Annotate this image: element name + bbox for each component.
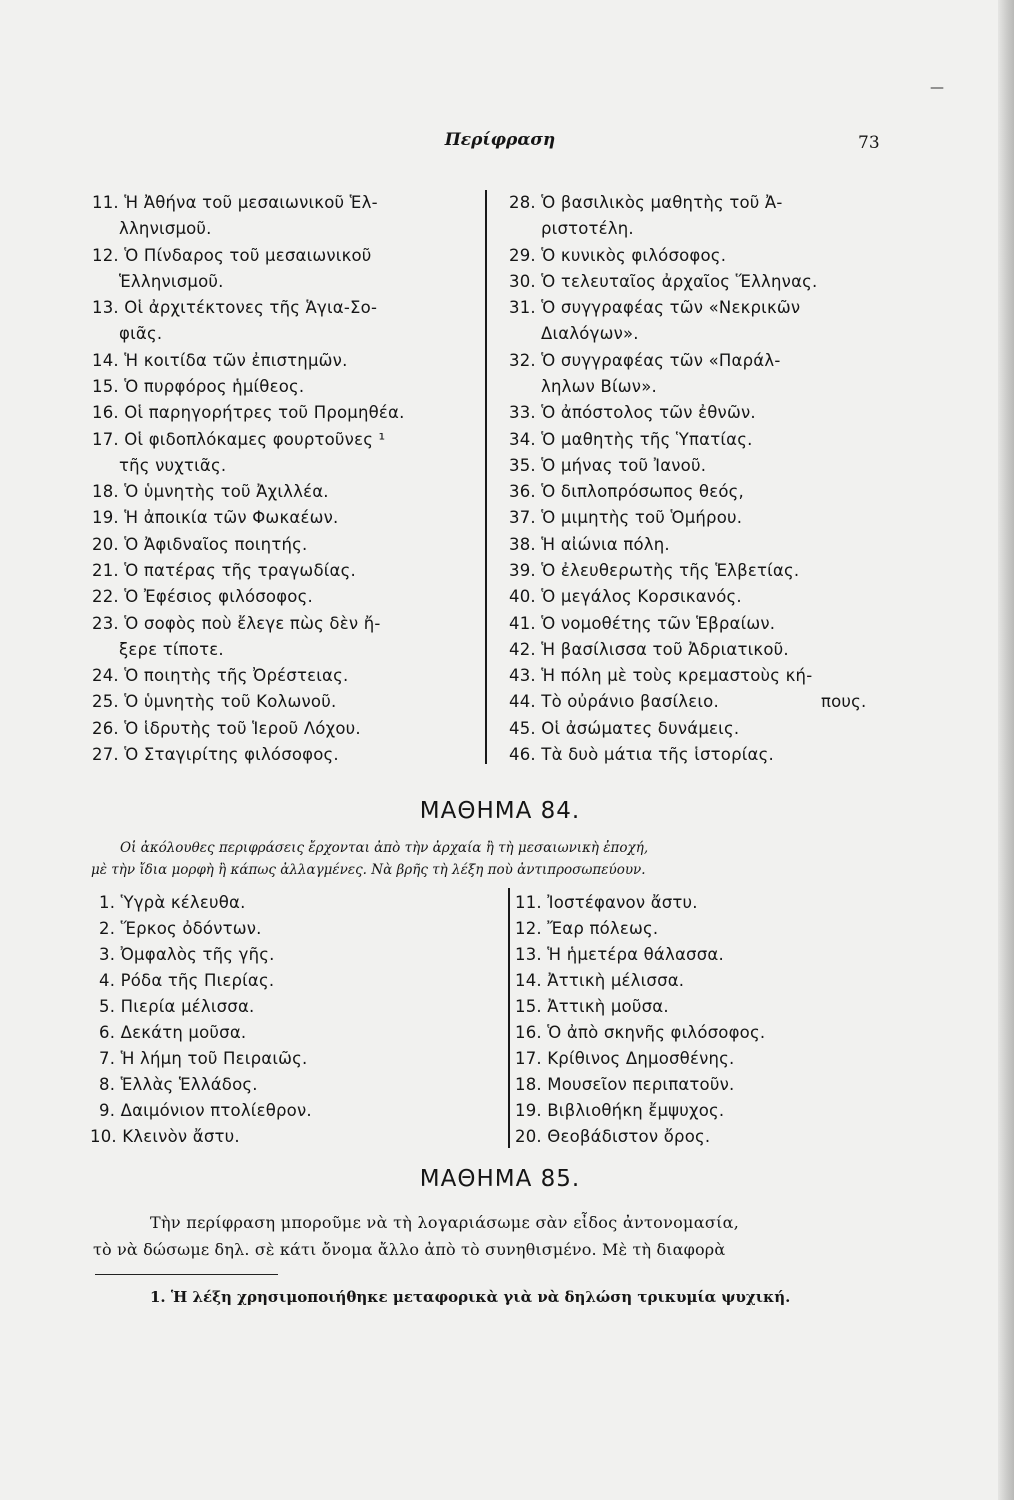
lesson-85-paragraph-line: Τὴν περίφραση μποροῦμε νὰ τὴ λογαριάσωμε σὰν εἶδος ἀντονομασία, [150, 1213, 740, 1232]
list-item: 19. Βιβλιοθήκη ἔμψυχος. [515, 1101, 725, 1120]
list-item: Ἑλληνισμοῦ. [119, 272, 224, 291]
list-item: 44. Τὸ οὐράνιο βασίλειο. [509, 692, 719, 711]
list-item: 14. Ἀττικὴ μέλισσα. [515, 971, 685, 990]
lesson-84-title: ΜΑΘΗΜΑ 84. [419, 798, 581, 824]
list-item: 13. Ἡ ἡμετέρα θάλασσα. [515, 945, 724, 964]
list-item: 35. Ὁ μήνας τοῦ Ἰανοῦ. [509, 456, 707, 475]
list-item: Διαλόγων». [541, 324, 639, 343]
list-item: 8. Ἑλλὰς Ἑλλάδος. [99, 1075, 258, 1094]
list-item: φιᾶς. [119, 324, 163, 343]
list-item: 41. Ὁ νομοθέτης τῶν Ἑβραίων. [509, 614, 776, 633]
list-item: 16. Ὁ ἀπὸ σκηνῆς φιλόσοφος. [515, 1023, 766, 1042]
list-item: 10. Κλεινὸν ἄστυ. [90, 1127, 240, 1146]
list-item: 9. Δαιμόνιον πτολίεθρον. [99, 1101, 312, 1120]
list-item: 26. Ὁ ἱδρυτὴς τοῦ Ἱεροῦ Λόχου. [92, 719, 361, 738]
list-item: λληνισμοῦ. [119, 219, 212, 238]
list-item: 46. Τὰ δυὸ μάτια τῆς ἱστορίας. [509, 745, 774, 764]
lesson-84-instruction: Οἱ ἀκόλουθες περιφράσεις ἔρχονται ἀπὸ τὴν ἀρχαία ἢ τὴ μεσαιωνικὴ ἐποχή, [120, 840, 649, 856]
list-item: τῆς νυχτιᾶς. [119, 456, 227, 475]
list-item: 33. Ὁ ἀπόστολος τῶν ἐθνῶν. [509, 403, 756, 422]
list-item: 20. Θεοβάδιστον ὄρος. [515, 1127, 711, 1146]
list-item: 13. Οἱ ἀρχιτέκτονες τῆς Ἁγια-Σο- [92, 298, 378, 317]
list-item: 12. Ὁ Πίνδαρος τοῦ μεσαιωνικοῦ [92, 246, 372, 265]
list-item: 38. Ἡ αἰώνια πόλη. [509, 535, 670, 554]
footnote-separator [95, 1274, 278, 1275]
list-item: ξερε τίποτε. [119, 640, 224, 659]
lesson-85-title: ΜΑΘΗΜΑ 85. [419, 1166, 581, 1192]
list-item: 24. Ὁ ποιητὴς τῆς Ὀρέστειας. [92, 666, 349, 685]
corner-mark: — [930, 80, 944, 96]
column-divider [485, 190, 487, 764]
list-item: 11. Ἡ Ἀθήνα τοῦ μεσαιωνικοῦ Ἑλ- [92, 193, 378, 212]
list-item: 6. Δεκάτη μοῦσα. [99, 1023, 247, 1042]
list-item: 15. Ἀττικὴ μοῦσα. [515, 997, 669, 1016]
list-item: 1. Ὑγρὰ κέλευθα. [99, 893, 246, 912]
running-header-title: Περίφραση [444, 130, 556, 150]
list-item: 37. Ὁ μιμητὴς τοῦ Ὁμήρου. [509, 508, 743, 527]
list-item: 29. Ὁ κυνικὸς φιλόσοφος. [509, 246, 727, 265]
list-item: ληλων Βίων». [541, 377, 657, 396]
footnote: 1. Ἡ λέξη χρησιμοποιήθηκε μεταφορικὰ γιὰ νὰ δηλώση τρικυμία ψυχική. [150, 1288, 791, 1306]
list-item: 11. Ἰοστέφανον ἄστυ. [515, 893, 698, 912]
list-item: 14. Ἡ κοιτίδα τῶν ἐπιστημῶν. [92, 351, 348, 370]
list-item: 12. Ἔαρ πόλεως. [515, 919, 659, 938]
list-item: 22. Ὁ Ἐφέσιος φιλόσοφος. [92, 587, 313, 606]
list-item: 17. Οἱ φιδοπλόκαμες φουρτοῦνες ¹ [92, 430, 386, 449]
lesson-85-paragraph-line: τὸ νὰ δώσωμε δηλ. σὲ κάτι ὄνομα ἄλλο ἀπὸ τὸ συνηθισμένο. Μὲ τὴ διαφορὰ [93, 1240, 726, 1259]
list-item: 31. Ὁ συγγραφέας τῶν «Νεκρικῶν [509, 298, 801, 317]
list-item: 21. Ὁ πατέρας τῆς τραγωδίας. [92, 561, 356, 580]
list-item-continuation: πους. [821, 692, 867, 711]
list-item: 32. Ὁ συγγραφέας τῶν «Παράλ- [509, 351, 781, 370]
list-item: 17. Κρίθινος Δημοσθένης. [515, 1049, 735, 1068]
list-item: 43. Ἡ πόλη μὲ τοὺς κρεμαστοὺς κή- [509, 666, 813, 685]
list-item: 18. Μουσεῖον περιπατοῦν. [515, 1075, 735, 1094]
list-item: 25. Ὁ ὑμνητὴς τοῦ Κολωνοῦ. [92, 692, 337, 711]
list-item: 42. Ἡ βασίλισσα τοῦ Ἀδριατικοῦ. [509, 640, 789, 659]
list-item: 20. Ὁ Ἀφιδναῖος ποιητής. [92, 535, 308, 554]
list-item: 27. Ὁ Σταγιρίτης φιλόσοφος. [92, 745, 339, 764]
list-item: 39. Ὁ ἐλευθερωτὴς τῆς Ἑλβετίας. [509, 561, 800, 580]
list-item: 2. Ἕρκος ὀδόντων. [99, 919, 262, 938]
list-item: ριστοτέλη. [541, 219, 634, 238]
list-item: 5. Πιερία μέλισσα. [99, 997, 255, 1016]
list-item: 16. Οἱ παρηγορήτρες τοῦ Προμηθέα. [92, 403, 405, 422]
list-item: 4. Ρόδα τῆς Πιερίας. [99, 971, 275, 990]
list-item: 40. Ὁ μεγάλος Κορσικανός. [509, 587, 742, 606]
list-item: 15. Ὁ πυρφόρος ἡμίθεος. [92, 377, 305, 396]
list-item: 30. Ὁ τελευταῖος ἀρχαῖος Ἕλληνας. [509, 272, 818, 291]
page-number: 73 [858, 133, 880, 153]
list-item: 3. Ὀμφαλὸς τῆς γῆς. [99, 945, 275, 964]
list-item: 23. Ὁ σοφὸς ποὺ ἔλεγε πὼς δὲν ἤ- [92, 614, 381, 633]
list-item: 45. Οἱ ἀσώματες δυνάμεις. [509, 719, 740, 738]
list-item: 18. Ὁ ὑμνητὴς τοῦ Ἀχιλλέα. [92, 482, 329, 501]
list-item: 7. Ἡ λήμη τοῦ Πειραιῶς. [99, 1049, 308, 1068]
list-item: 36. Ὁ διπλοπρόσωπος θεός, [509, 482, 744, 501]
list-item: 19. Ἡ ἀποικία τῶν Φωκαέων. [92, 508, 339, 527]
list-item: 34. Ὁ μαθητὴς τῆς Ὑπατίας. [509, 430, 753, 449]
lesson-84-instruction: μὲ τὴν ἴδια μορφὴ ἢ κάπως ἀλλαγμένες. Νὰ βρῆς τὴ λέξη ποὺ ἀντιπροσωπεύουν. [91, 862, 646, 878]
list-item: 28. Ὁ βασιλικὸς μαθητὴς τοῦ Ἀ- [509, 193, 783, 212]
column-divider [508, 888, 510, 1148]
page-spine-shadow [998, 0, 1014, 1500]
